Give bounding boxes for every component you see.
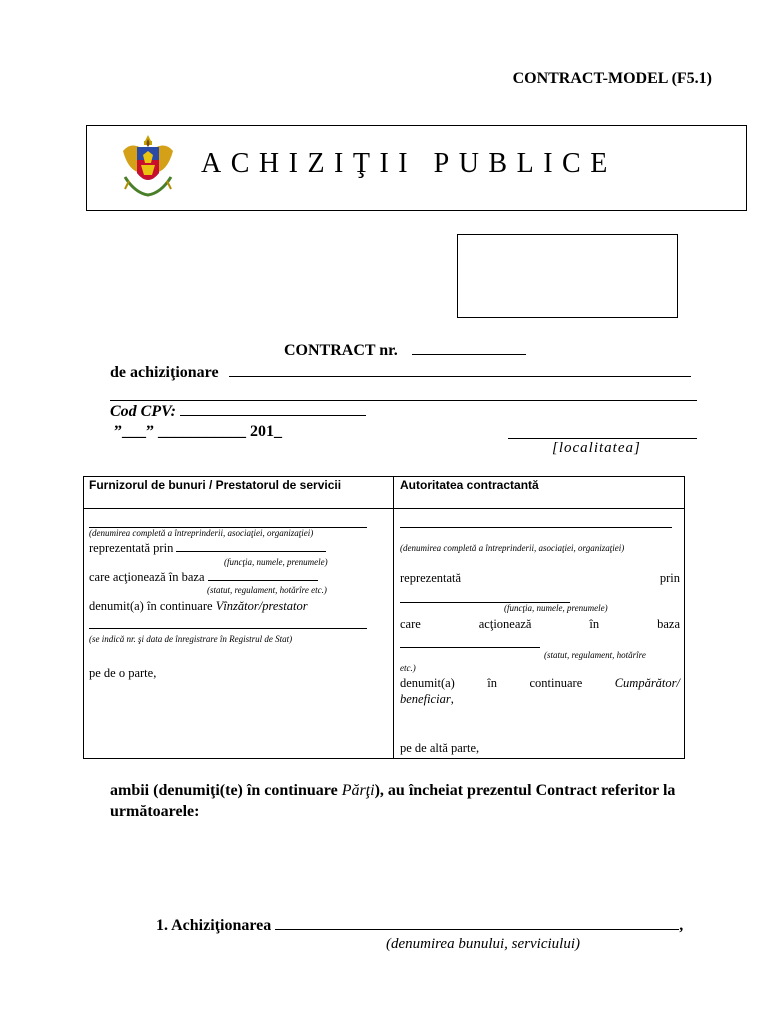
- coat-of-arms-icon: [115, 133, 181, 199]
- table-divider-horizontal: [84, 508, 684, 509]
- model-code: CONTRACT-MODEL (F5.1): [512, 70, 712, 87]
- authority-role: Cumpărător/: [614, 676, 680, 690]
- cpv-field[interactable]: [180, 403, 366, 416]
- procurement-label: de achiziţionare: [110, 364, 219, 381]
- stamp-box: [457, 234, 678, 318]
- contract-number-field[interactable]: [412, 342, 526, 355]
- supplier-representative-field[interactable]: [176, 541, 326, 552]
- clause-1-label: 1. Achiziţionarea: [156, 917, 272, 934]
- supplier-one-party: pe de o parte,: [89, 666, 157, 680]
- authority-role-2: beneficiar: [400, 692, 451, 706]
- authority-acting-word-2: acţionează: [478, 617, 532, 631]
- supplier-represented-line: [89, 541, 326, 556]
- authority-represented-prep: prin: [659, 571, 680, 585]
- supplier-name-field[interactable]: [89, 515, 367, 528]
- authority-name-field[interactable]: [400, 515, 672, 528]
- supplier-acting-field[interactable]: [208, 570, 318, 581]
- procurement-line: [110, 364, 691, 382]
- contract-number-line: [284, 342, 526, 360]
- supplier-registry-note: (se indică nr. şi data de înregistrare în Registrul de Stat): [89, 634, 293, 644]
- supplier-named-line: [89, 599, 308, 614]
- authority-acting-word-3: în: [589, 617, 600, 631]
- supplier-function-note: (funcţia, numele, prenumele): [224, 557, 328, 567]
- locality-note: [localitatea]: [552, 440, 641, 456]
- agreement-parties: Părţi: [341, 782, 375, 799]
- supplier-named-label: denumit(a) în continuare: [89, 599, 213, 613]
- clause-1-note: (denumirea bunului, serviciului): [386, 936, 580, 952]
- supplier-registry-field[interactable]: [89, 616, 367, 629]
- authority-function-note: (funcţia, numele, prenumele): [504, 603, 608, 613]
- left-header: Furnizorul de bunuri / Prestatorul de servicii: [89, 478, 342, 492]
- authority-role-line-2: beneficiar,: [400, 692, 454, 706]
- clause-1: 1. Achiziţionarea ,: [156, 917, 684, 934]
- supplier-acting-line: [89, 570, 318, 585]
- contract-label: CONTRACT nr.: [284, 342, 398, 359]
- authority-other-party: pe de altă parte,: [400, 741, 480, 755]
- supplier-registry-note-text: se indică nr. şi data de înregistrare în Registrul de Stat: [92, 634, 290, 644]
- supplier-role: Vînzător/prestator: [215, 599, 308, 613]
- supplier-acting-label: care acţionează în baza: [89, 570, 205, 584]
- authority-represented-line: [400, 571, 680, 586]
- table-divider-vertical: [393, 477, 394, 758]
- authority-named-word-3: continuare: [529, 676, 583, 690]
- authority-statute-note: (statut, regulament, hotărîre: [544, 650, 646, 660]
- authority-acting-word-4: baza: [657, 617, 680, 631]
- agreement-text: [110, 780, 715, 822]
- procurement-object-field[interactable]: [229, 364, 691, 377]
- supplier-statute-note: (statut, regulament, hotărîre etc.): [207, 585, 327, 595]
- authority-representative-field[interactable]: [400, 590, 570, 603]
- authority-name-note: (denumirea completă a întreprinderii, asociaţiei, organizaţiei): [400, 543, 625, 553]
- authority-named-line: [400, 676, 680, 691]
- clause-1-field[interactable]: [275, 917, 679, 930]
- authority-named-word-1: denumit(a): [400, 676, 455, 690]
- agreement-prefix: ambii (denumiţi(te) în continuare: [110, 782, 338, 799]
- authority-statute-note-2: etc.): [400, 663, 416, 673]
- header-box: [86, 125, 747, 211]
- procurement-object-field-2[interactable]: [110, 386, 697, 401]
- authority-named-word-2: în: [487, 676, 498, 690]
- locality-field[interactable]: [508, 424, 697, 439]
- date-line[interactable]: ”___” ___________ 201_: [114, 423, 282, 440]
- supplier-name-note: (denumirea completă a întreprinderii, asociaţiei, organizaţiei): [89, 528, 314, 538]
- header-title: ACHIZIŢII PUBLICE: [201, 148, 617, 179]
- parties-table: [83, 476, 685, 759]
- authority-acting-word-1: care: [400, 617, 421, 631]
- cpv-line: [110, 403, 366, 421]
- supplier-represented-label: reprezentată prin: [89, 541, 174, 555]
- authority-acting-field[interactable]: [400, 635, 540, 648]
- authority-represented-label: reprezentată: [400, 571, 462, 585]
- agreement-suffix: ), au încheiat prezentul Contract referitor la următoarele:: [110, 782, 676, 820]
- authority-acting-line: [400, 617, 680, 632]
- cpv-label: Cod CPV:: [110, 403, 176, 420]
- right-header: Autoritatea contractantă: [400, 478, 539, 492]
